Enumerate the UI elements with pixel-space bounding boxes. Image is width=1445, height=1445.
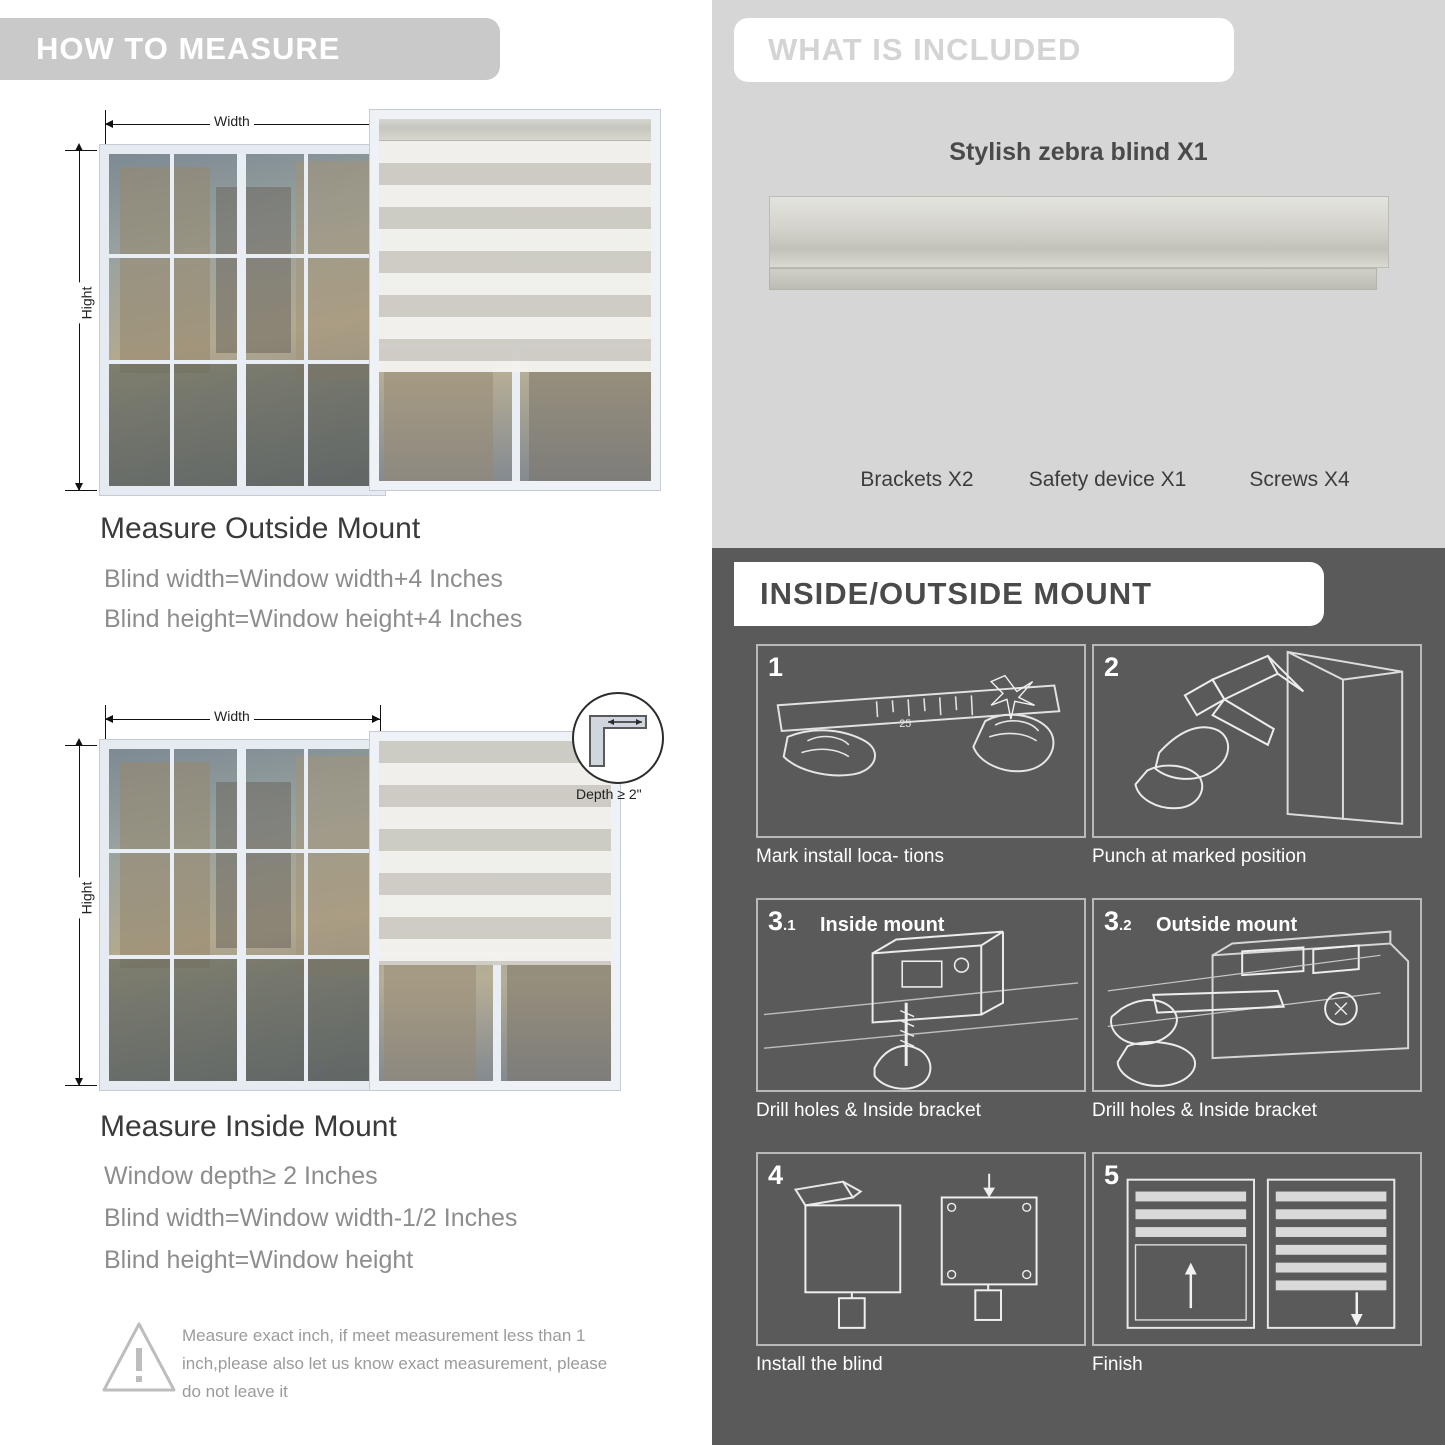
- step-3-2-number-minor: .2: [1119, 917, 1132, 934]
- step-1-caption: Mark install loca- tions: [756, 846, 944, 867]
- step-card-1: [756, 644, 1086, 838]
- inside-width-tick-left: [105, 705, 106, 739]
- window-view-outside: [109, 154, 376, 486]
- inside-mount-line-2: Blind width=Window width-1/2 Inches: [104, 1204, 518, 1232]
- inside-width-arrow-right: [372, 715, 380, 723]
- inside-mount-title: Measure Inside Mount: [100, 1110, 397, 1143]
- step-4-sketch: [758, 1154, 1084, 1346]
- safety-device-label: Safety device X1: [1028, 468, 1187, 491]
- step-card-2: [1092, 644, 1422, 838]
- outside-mount-line-1: Blind width=Window width+4 Inches: [104, 565, 503, 593]
- how-to-measure-header: [0, 18, 500, 80]
- step-card-3-2: [1092, 898, 1422, 1092]
- window-illustration-outside: [100, 145, 385, 495]
- outside-width-label: Width: [210, 113, 254, 129]
- screws-label: Screws X4: [1249, 468, 1350, 491]
- inside-mount-line-3: Blind height=Window height: [104, 1246, 414, 1274]
- inside-height-tick-top: [65, 745, 97, 746]
- inside-height-label: Hight: [78, 878, 94, 919]
- step-3-1-number-major: 3: [768, 906, 784, 936]
- how-to-measure-panel: [0, 0, 712, 1445]
- what-is-included-header: [734, 18, 1234, 82]
- what-is-included-header-label: WHAT IS INCLUDED: [768, 32, 1082, 67]
- inside-width-label: Width: [210, 708, 254, 724]
- outside-mount-title: Measure Outside Mount: [100, 512, 421, 545]
- outside-height-tick-top: [65, 150, 97, 151]
- inside-outside-mount-header: [734, 562, 1324, 626]
- step-3-1-number-minor: .1: [783, 917, 796, 934]
- outside-mount-figure: [60, 105, 660, 505]
- step-3-1-sketch: [758, 900, 1084, 1092]
- warning-triangle-icon: [100, 1318, 178, 1398]
- blind-illustration-outside: [370, 110, 660, 490]
- step-card-4: [756, 1152, 1086, 1346]
- blind-window-view-outside: [379, 119, 651, 481]
- step-2-number: 2: [1104, 652, 1120, 682]
- step-3-2-inline-label: Outside mount: [1156, 914, 1298, 936]
- step-card-5: [1092, 1152, 1422, 1346]
- step-1-number: 1: [768, 652, 784, 682]
- outside-mount-line-2: Blind height=Window height+4 Inches: [104, 605, 523, 633]
- step-4-caption: Install the blind: [756, 1354, 883, 1375]
- inside-width-arrow-left: [105, 715, 113, 723]
- measure-note-text: Measure exact inch, if meet measurement less than 1 inch,please also let us know exact measurement, please do not leave it: [182, 1326, 608, 1401]
- zebra-blind-fabric: [379, 119, 651, 372]
- step-2-sketch: [1094, 646, 1420, 838]
- step-3-1-inline-label: Inside mount: [820, 914, 945, 936]
- what-is-included-panel: [712, 0, 1445, 548]
- how-to-measure-header-label: HOW TO MEASURE: [36, 31, 341, 66]
- blind-headrail: [379, 119, 651, 141]
- step-card-3-1: [756, 898, 1086, 1092]
- step-3-2-sketch: [1094, 900, 1420, 1092]
- step-1-sketch: [758, 646, 1084, 838]
- inside-mount-figure: [60, 700, 680, 1100]
- outside-height-tick-bottom: [65, 490, 97, 491]
- window-illustration-inside: [100, 740, 385, 1090]
- step-5-caption: Finish: [1092, 1354, 1143, 1375]
- outside-width-arrow-left: [105, 120, 113, 128]
- window-pane-grid: [109, 749, 376, 1081]
- step-3-2-caption: Drill holes & Inside bracket: [1092, 1100, 1317, 1121]
- step-5-number: 5: [1104, 1160, 1120, 1190]
- zebra-blind-bottom-rail: [769, 268, 1377, 290]
- step-3-2-number-major: 3: [1104, 906, 1120, 936]
- step-2-caption: Punch at marked position: [1092, 846, 1307, 867]
- outside-width-tick-left: [105, 110, 106, 144]
- inside-outside-mount-header-label: INSIDE/OUTSIDE MOUNT: [760, 576, 1153, 611]
- svg-text:25: 25: [899, 718, 912, 731]
- included-main-item-label: Stylish zebra blind X1: [949, 138, 1208, 166]
- step-5-sketch: [1094, 1154, 1420, 1346]
- inside-height-tick-bottom: [65, 1085, 97, 1086]
- zebra-blind-product: [769, 196, 1389, 268]
- depth-label: Depth ≥ 2": [576, 786, 642, 802]
- outside-height-label: Hight: [78, 283, 94, 324]
- window-view-inside: [109, 749, 376, 1081]
- inside-mount-line-1: Window depth≥ 2 Inches: [104, 1162, 378, 1190]
- step-4-number: 4: [768, 1160, 784, 1190]
- step-3-1-caption: Drill holes & Inside bracket: [756, 1100, 981, 1121]
- brackets-label: Brackets X2: [860, 468, 974, 491]
- inside-outside-mount-panel: [712, 548, 1445, 1445]
- window-pane-grid: [109, 154, 376, 486]
